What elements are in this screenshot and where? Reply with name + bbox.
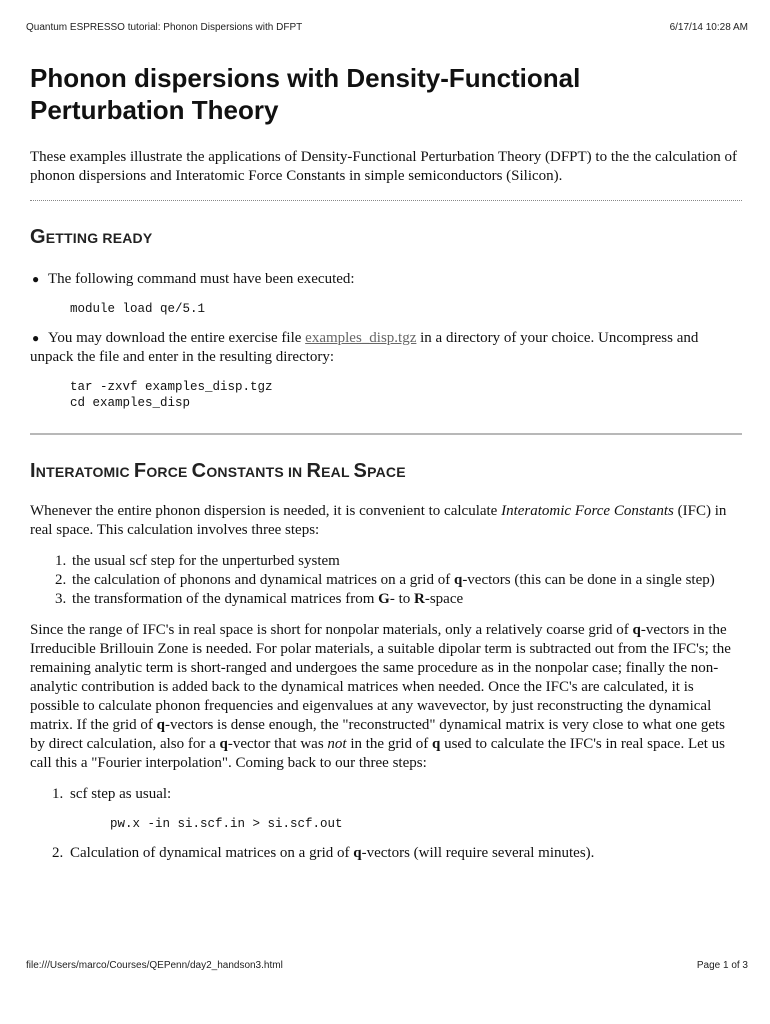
bullet-icon: ● <box>32 331 40 345</box>
bullet-item: ● The following command must have been executed: <box>32 271 355 287</box>
list-item: 2. the calculation of phonons and dynamical matrices on a grid of q-vectors (this can be done in a single step) <box>70 571 742 590</box>
print-footer-page: Page 1 of 3 <box>696 960 748 971</box>
bullet-item: ● You may download the entire exercise file examples_disp.tgz in a directory of your choice. Uncompress and unpack the file and enter in the resulting directory: <box>30 330 699 365</box>
page-content <box>30 62 742 863</box>
solid-divider <box>30 433 742 435</box>
examples-download-link[interactable]: examples_disp.tgz <box>305 330 417 346</box>
print-footer-path: file:///Users/marco/Courses/QEPenn/day2_handson3.html <box>26 960 283 971</box>
ifc-explanation-paragraph: Since the range of IFC's in real space is short for nonpolar materials, only a relatively coarse grid of q-vectors in the Irreducible Brillouin Zone is needed. For polar materials, a suitable dipolar term is subtracted out from the IFC's; the remaining analytic term is short-ranged and undergoes the same procedure as in the nonpolar case; finally the non-analytic contribution is added back to the dynamical matrices when needed. Once the IFC's are calculated, it is possible to calculate phonon frequencies and eigenvalues at any wavevector, by just reconstructing the dynamical matrix. If the grid of q-vectors is dense enough, the "reconstructed" dynamical matrix is very close to what one gets by direct calculation, also for a q-vector that was not in the grid of q used to calculate the IFC's in real space. Let us call this a "Fourier interpolation". Coming back to our three steps: <box>30 622 731 771</box>
getting-ready-heading: GETTING READY <box>30 226 153 248</box>
list-item: 3. the transformation of the dynamical matrices from G- to R-space <box>70 590 742 609</box>
list-item: 1. the usual scf step for the unperturbed system <box>70 552 742 571</box>
page-title: Phonon dispersions with Density-Functional Perturbation Theory <box>30 63 581 125</box>
code-block-unpack: tar -zxvf examples_disp.tgz cd examples_disp <box>70 380 273 410</box>
print-header-datetime: 6/17/14 10:28 AM <box>669 22 748 33</box>
numbered-step-2: 2. Calculation of dynamical matrices on a grid of q-vectors (will require several minutes). <box>52 845 595 861</box>
print-header-title: Quantum ESPRESSO tutorial: Phonon Dispersions with DFPT <box>26 22 303 33</box>
print-footer <box>26 960 748 971</box>
print-header <box>26 22 748 33</box>
numbered-step-1: 1. scf step as usual: <box>52 786 172 802</box>
bullet-icon: ● <box>32 272 40 286</box>
code-block-scf: pw.x -in si.scf.in > si.scf.out <box>110 817 343 831</box>
ifc-heading: INTERATOMIC FORCE CONSTANTS IN REAL SPACE <box>30 460 406 482</box>
code-block-module: module load qe/5.1 <box>70 302 206 316</box>
ifc-intro-paragraph: Whenever the entire phonon dispersion is needed, it is convenient to calculate Interatomic Force Constants (IFC) in real space. This calculation involves three steps: <box>30 503 727 538</box>
dotted-divider <box>30 200 742 201</box>
ifc-steps-list <box>30 552 742 609</box>
intro-paragraph: These examples illustrate the applications of Density-Functional Perturbation Theory (DFPT) to the the calculation of phonon dispersions and Interatomic Force Constants in simple semiconductors (Silicon). <box>30 149 738 184</box>
